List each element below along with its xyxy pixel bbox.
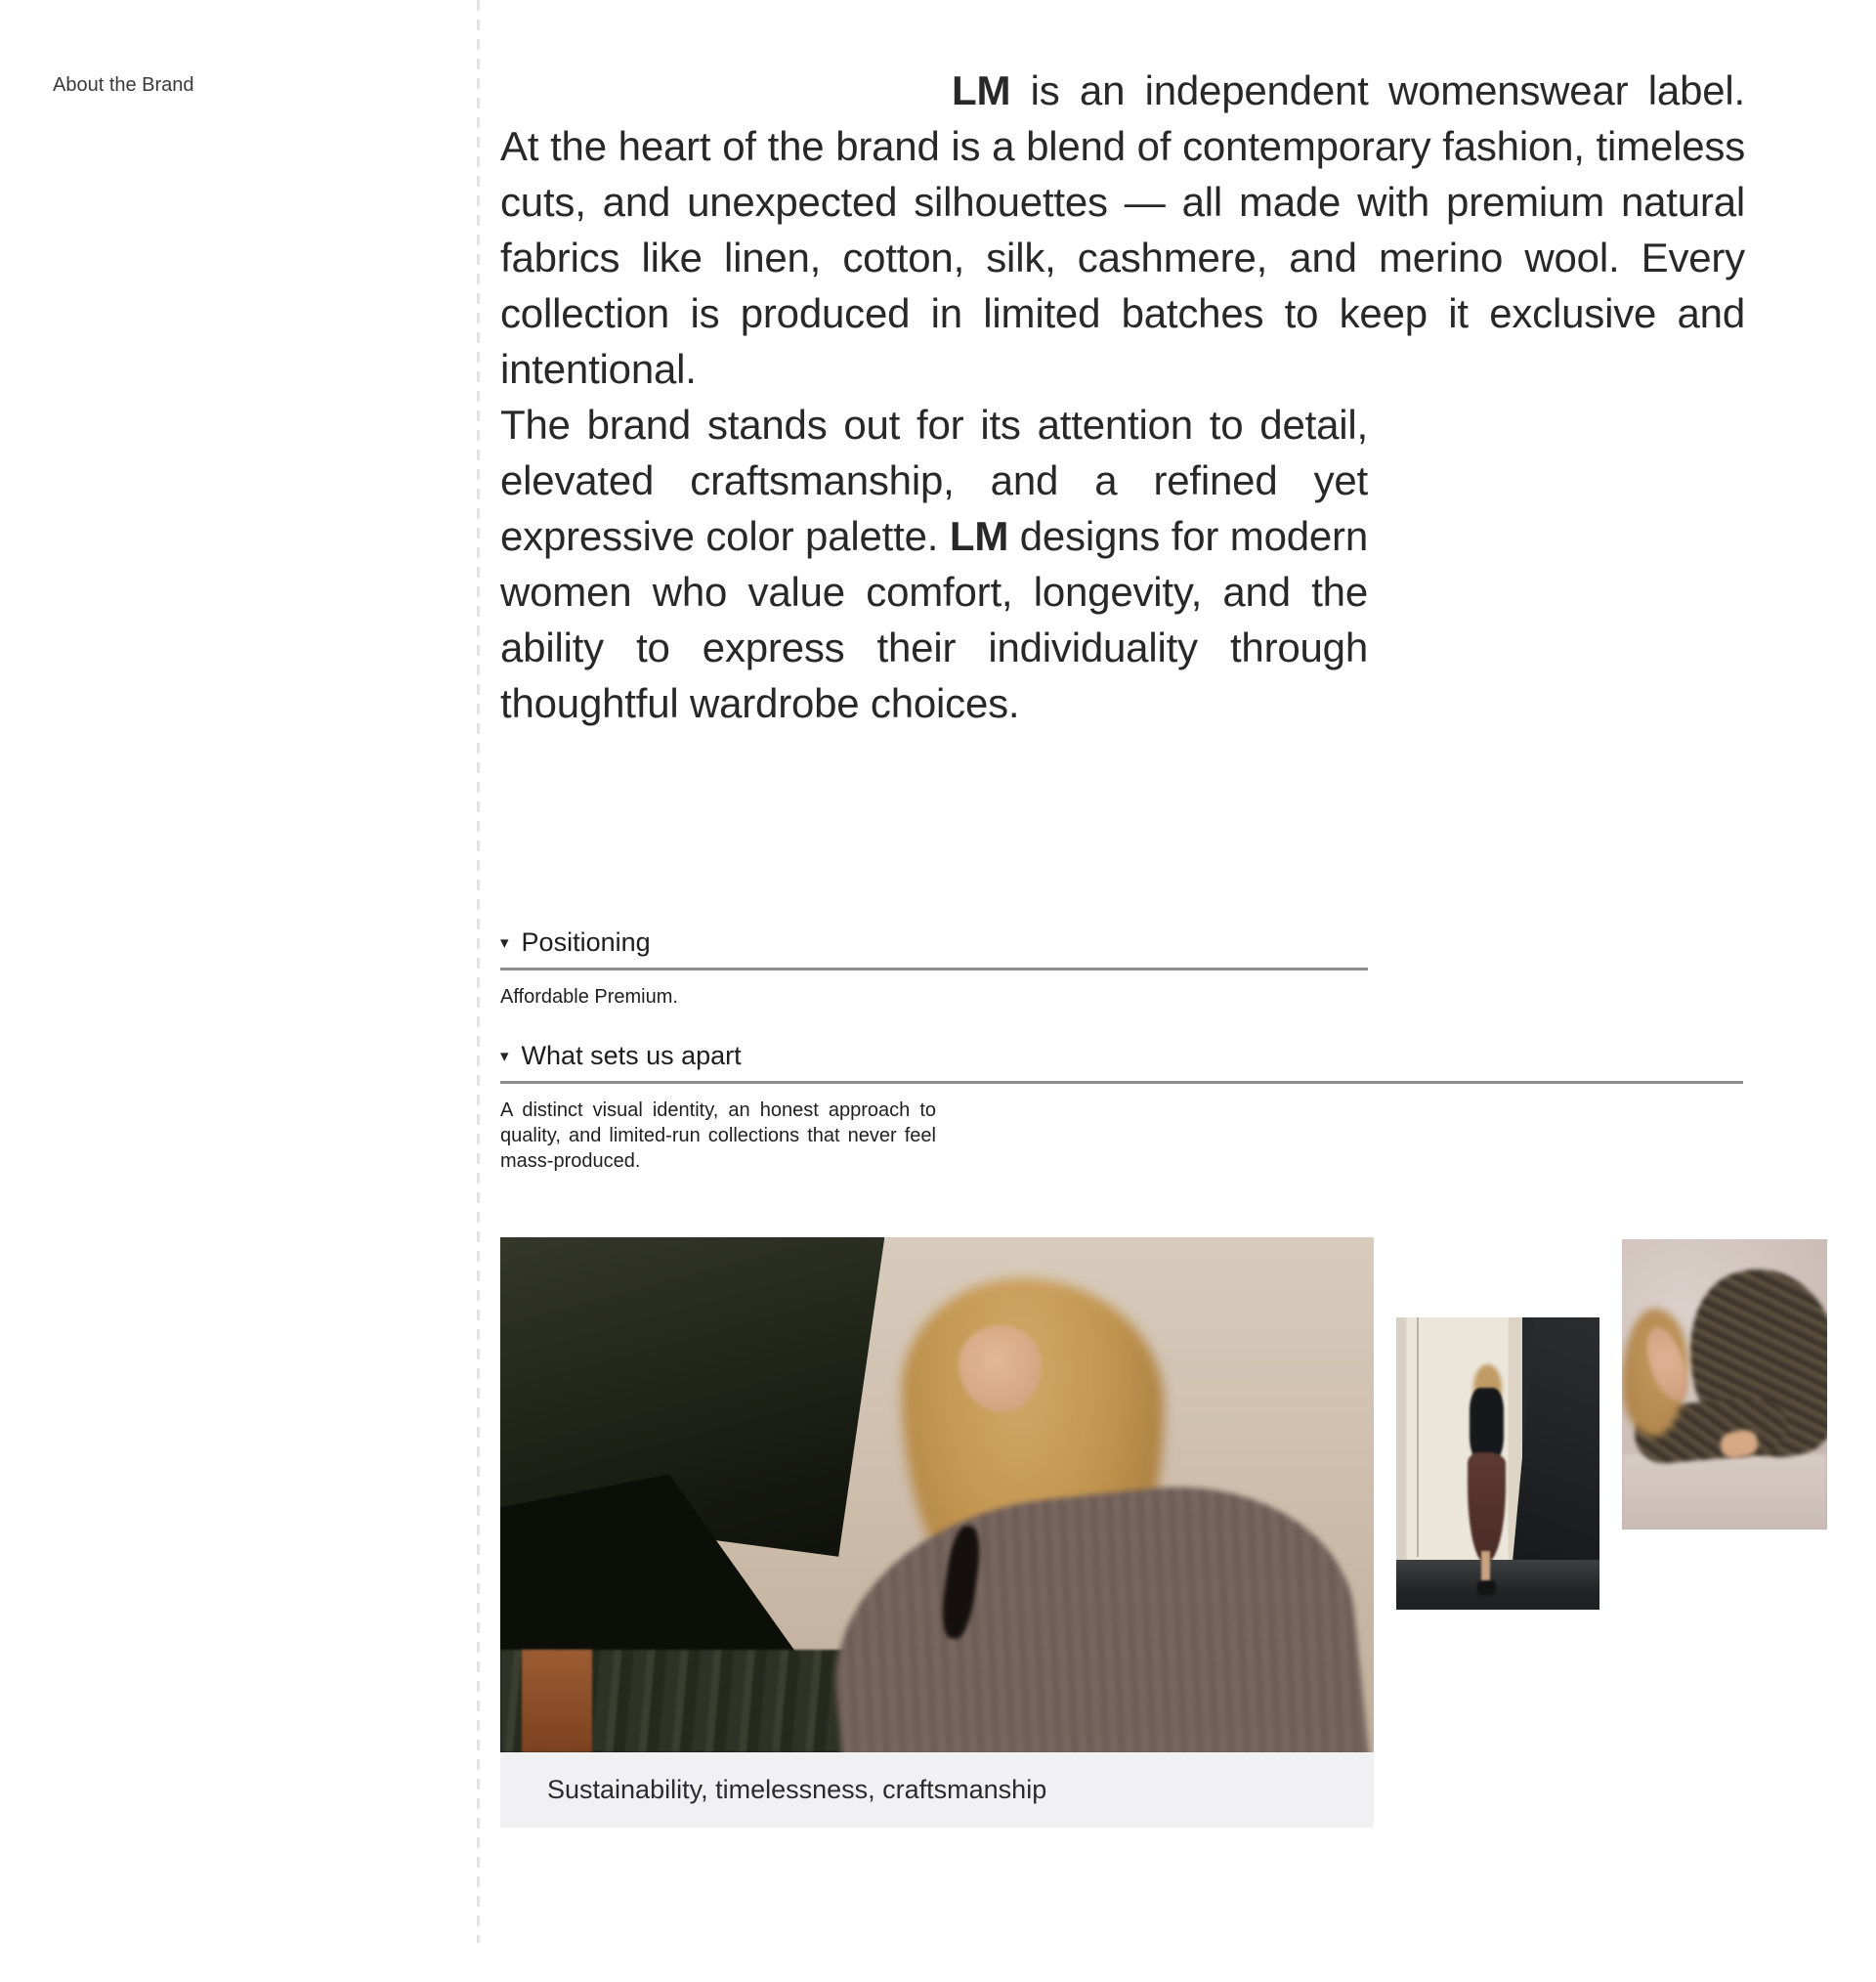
photo-bed-sheet bbox=[1622, 1454, 1827, 1530]
what-sets-us-apart-toggle[interactable] bbox=[500, 1038, 1743, 1073]
photo-model-striped-shirt bbox=[500, 1237, 1374, 1752]
photo-model-standing bbox=[1396, 1317, 1599, 1610]
section-what-sets-us-apart bbox=[500, 1038, 1743, 1174]
brand-name: LM bbox=[952, 67, 1011, 113]
gallery-caption: Sustainability, timelessness, craftsmanship bbox=[547, 1775, 1047, 1804]
page-title: About the Brand bbox=[53, 74, 194, 96]
what-sets-us-apart-rule bbox=[500, 1081, 1743, 1084]
brand-intro-paragraph bbox=[500, 63, 1745, 397]
photo-model-lying bbox=[1622, 1239, 1827, 1530]
brand-description bbox=[500, 63, 1745, 731]
what-sets-us-apart-body: A distinct visual identity, an honest approach to quality, and limited-run collections that never feel mass-produced. bbox=[500, 1099, 936, 1172]
photo-brick-detail bbox=[522, 1650, 592, 1752]
brand-name: LM bbox=[949, 513, 1009, 559]
brand-details-paragraph bbox=[500, 397, 1368, 731]
vertical-dashed-divider bbox=[477, 0, 480, 1943]
details-text-pre: The brand stands out for its attention to detail, elevated craftsmanship, and a refined yet expressive color palette. bbox=[500, 402, 1368, 559]
intro-text: is an independent womenswear label. At the heart of the brand is a blend of contemporary fashion, timeless cuts, and unexpected silhouettes — all made with premium natural fabrics like linen, cotton, silk, cashmere, and merino wool. Every collection is produced in limited batches to keep it exclusive and intentional. bbox=[500, 67, 1745, 392]
chevron-down-icon[interactable]: ▾ bbox=[500, 1047, 509, 1065]
details-text-post: designs for modern women who value comfort, longevity, and the ability to express their individuality through thoughtful wardrobe choices. bbox=[500, 513, 1368, 726]
positioning-toggle[interactable] bbox=[500, 925, 1368, 960]
photo-door-frame-line bbox=[1417, 1317, 1419, 1557]
what-sets-us-apart-title: What sets us apart bbox=[521, 1041, 742, 1070]
positioning-title: Positioning bbox=[521, 927, 651, 957]
photo-platform-shoes bbox=[1477, 1580, 1496, 1595]
positioning-body: Affordable Premium. bbox=[500, 986, 678, 1008]
photo-dark-floor bbox=[1396, 1560, 1599, 1610]
gallery-caption-bar bbox=[500, 1752, 1374, 1828]
section-positioning bbox=[500, 925, 1368, 1010]
photo-burgundy-skirt bbox=[1468, 1452, 1507, 1564]
chevron-down-icon[interactable]: ▾ bbox=[500, 933, 509, 952]
positioning-rule bbox=[500, 968, 1368, 970]
photo-model-shirt bbox=[818, 1468, 1370, 1752]
